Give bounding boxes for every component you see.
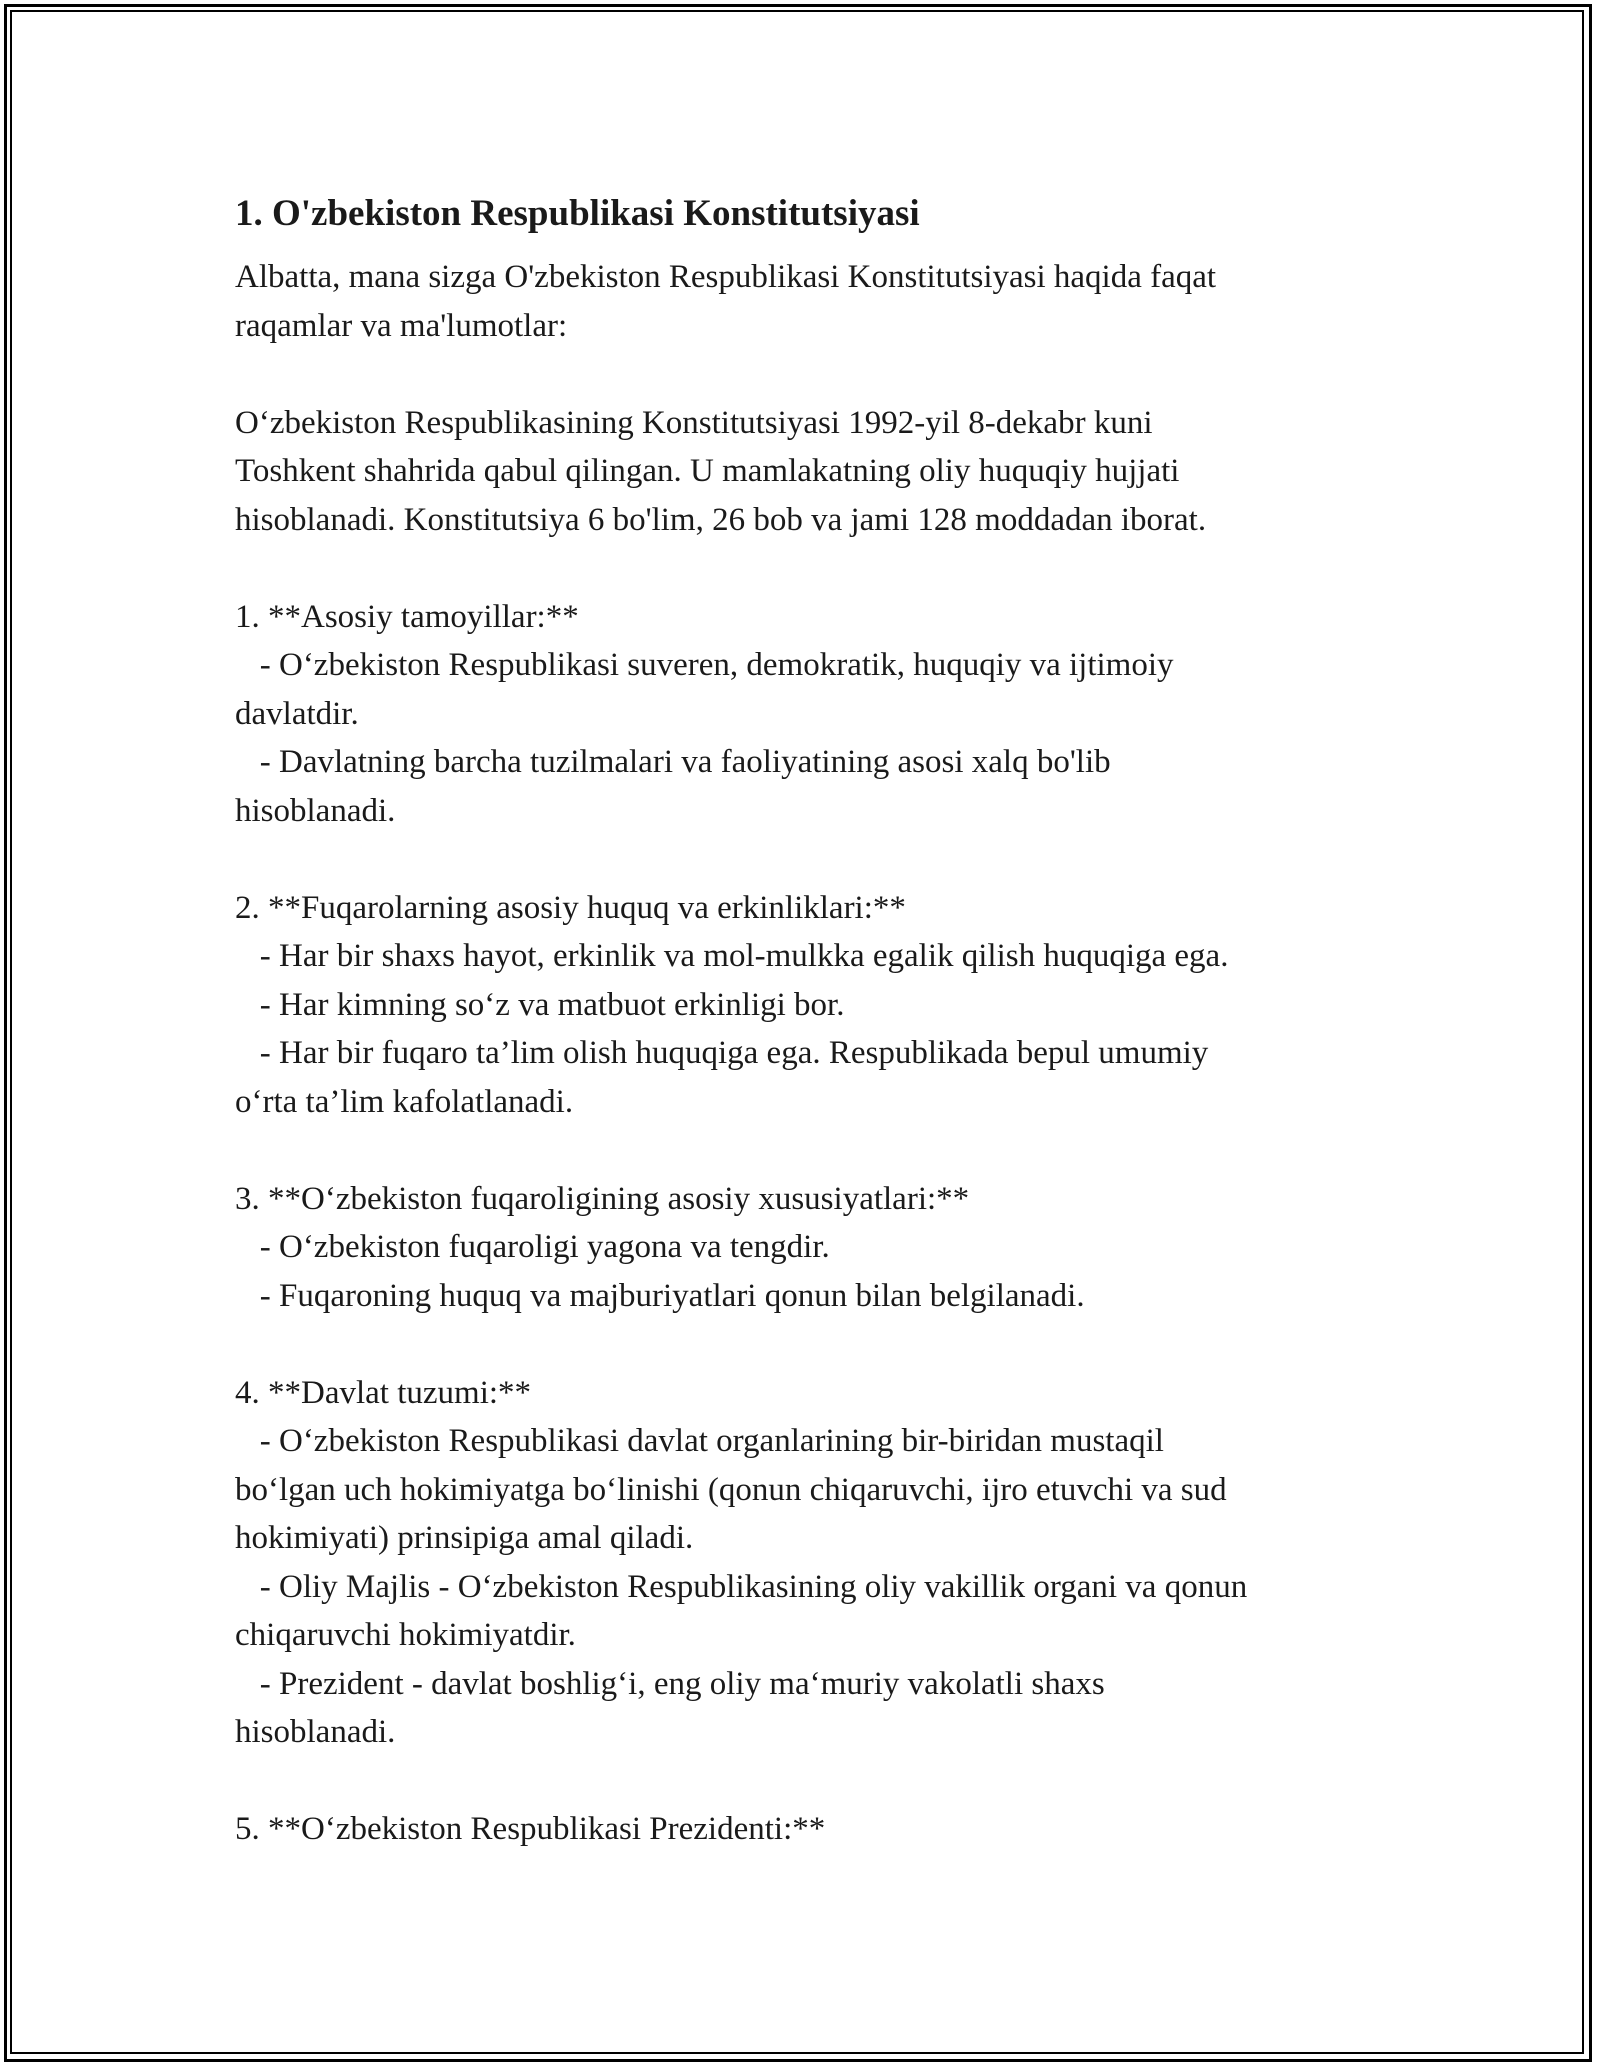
section-item: - Har kimning so‘z va matbuot erkinligi bor. <box>235 986 845 1023</box>
paragraph-gap <box>235 1126 1415 1175</box>
intro-paragraph: Albatta, mana sizga O'zbekiston Respublikasi Konstitutsiyasi haqida faqat raqamlar va ma'lumotlar: <box>235 259 1217 344</box>
section-item: - Prezident - davlat boshlig‘i, eng oliy ma‘muriy vakolatli shaxs hisoblanadi. <box>235 1665 1105 1750</box>
document-title: 1. O'zbekiston Respublikasi Konstitutsiyasi <box>235 193 920 234</box>
section-heading: 3. **O‘zbekiston fuqaroligining asosiy xususiyatlari:** <box>235 1180 970 1217</box>
section-item: - O‘zbekiston fuqaroligi yagona va tengdir. <box>235 1229 830 1265</box>
section-heading: 4. **Davlat tuzumi:** <box>235 1374 532 1411</box>
section-item: - Har bir fuqaro ta’lim olish huquqiga ega. Respublikada bepul umumiy o‘rta ta’lim kafolatlanadi. <box>235 1035 1209 1120</box>
section-heading: 5. **O‘zbekiston Respublikasi Prezidenti:** <box>235 1811 826 1847</box>
document-page <box>235 182 1415 1854</box>
section-4 <box>235 1369 1415 1757</box>
paragraph-gap <box>235 835 1415 884</box>
section-item: - O‘zbekiston Respublikasi suveren, demokratik, huquqiy va ijtimoiy davlatdir. <box>235 647 1174 732</box>
section-heading: 2. **Fuqarolarning asosiy huquq va erkinliklari:** <box>235 889 906 926</box>
section-item: - O‘zbekiston Respublikasi davlat organlarining bir-biridan mustaqil bo‘lgan uch hokimiyatga bo‘linishi (qonun chiqaruvchi, ijro etuvchi va sud hokimiyati) prinsipiga amal qiladi. <box>235 1423 1227 1556</box>
section-2 <box>235 884 1415 1127</box>
paragraph-gap <box>235 1757 1415 1806</box>
overview-paragraph: O‘zbekiston Respublikasining Konstitutsiyasi 1992-yil 8-dekabr kuni Toshkent shahrida qabul qilingan. U mamlakatning oliy huquqiy hujjati hisoblanadi. Konstitutsiya 6 bo'lim, 26 bob va jami 128 moddadan iborat. <box>235 404 1207 538</box>
paragraph-gap <box>235 1320 1415 1369</box>
section-item: - Fuqaroning huquq va majburiyatlari qonun bilan belgilanadi. <box>235 1277 1085 1314</box>
section-3 <box>235 1175 1415 1321</box>
section-5 <box>235 1805 1415 1854</box>
section-item: - Har bir shaxs hayot, erkinlik va mol-mulkka egalik qilish huquqiga ega. <box>235 938 1229 974</box>
paragraph-gap <box>235 350 1415 399</box>
section-item: - Davlatning barcha tuzilmalari va faoliyatining asosi xalq bo'lib hisoblanadi. <box>235 744 1111 829</box>
section-1 <box>235 593 1415 836</box>
section-heading: 1. **Asosiy tamoyillar:** <box>235 598 579 635</box>
paragraph-gap <box>235 544 1415 593</box>
section-item: - Oliy Majlis - O‘zbekiston Respublikasining oliy vakillik organi va qonun chiqaruvchi hokimiyatdir. <box>235 1568 1248 1653</box>
